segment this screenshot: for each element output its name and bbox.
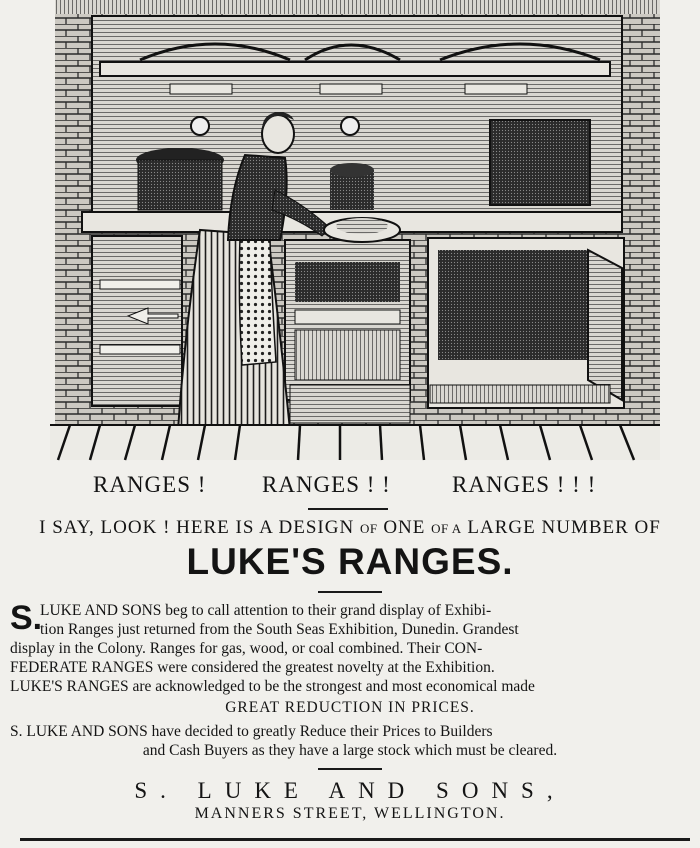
bottom-border-rule — [20, 838, 690, 841]
drop-cap: S. — [10, 599, 43, 637]
great-reduction-heading: GREAT REDUCTION IN PRICES. — [225, 699, 475, 716]
divider-rule-2 — [318, 591, 382, 593]
firm-name: S. LUKE AND SONS, — [134, 778, 566, 803]
heading-ranges-3: RANGES ! ! ! — [452, 472, 597, 497]
paragraph-2-line: and Cash Buyers as they have a large stock which must be cleared. — [142, 742, 558, 759]
firm-address: MANNERS STREET, WELLINGTON. — [194, 805, 506, 822]
ranges-heading-row — [0, 468, 700, 504]
divider-rule — [308, 508, 388, 510]
tagline-part-1: I SAY, LOOK ! HERE IS A DESIGN — [39, 517, 355, 538]
heading-ranges-2: RANGES ! ! — [262, 472, 391, 497]
paragraph-1-line: tion Ranges just returned from the South Seas Exhibition, Dunedin. Grandest — [40, 621, 519, 638]
tagline-of-1: OF — [359, 521, 378, 536]
tagline — [10, 517, 690, 539]
heading-ranges-1: RANGES ! — [93, 472, 207, 497]
paragraph-2-line: S. LUKE AND SONS have decided to greatly Reduce their Prices to Builders — [10, 723, 493, 740]
brand-title: LUKE'S RANGES. — [186, 541, 514, 582]
paragraph-1-line: LUKE AND SONS beg to call attention to their grand display of Exhibi- — [40, 602, 492, 619]
tagline-part-3: LARGE NUMBER OF — [467, 517, 661, 538]
paragraph-1-line: display in the Colony. Ranges for gas, wood, or coal combined. Their CON- — [10, 640, 483, 657]
tagline-of-2: OF A — [431, 521, 462, 536]
divider-rule-3 — [318, 768, 382, 770]
paragraph-1-line: LUKE'S RANGES are acknowledged to be the strongest and most economical made — [10, 678, 535, 695]
tagline-part-2: ONE — [383, 517, 426, 538]
paragraph-1-line: FEDERATE RANGES were considered the greatest novelty at the Exhibition. — [10, 659, 495, 676]
